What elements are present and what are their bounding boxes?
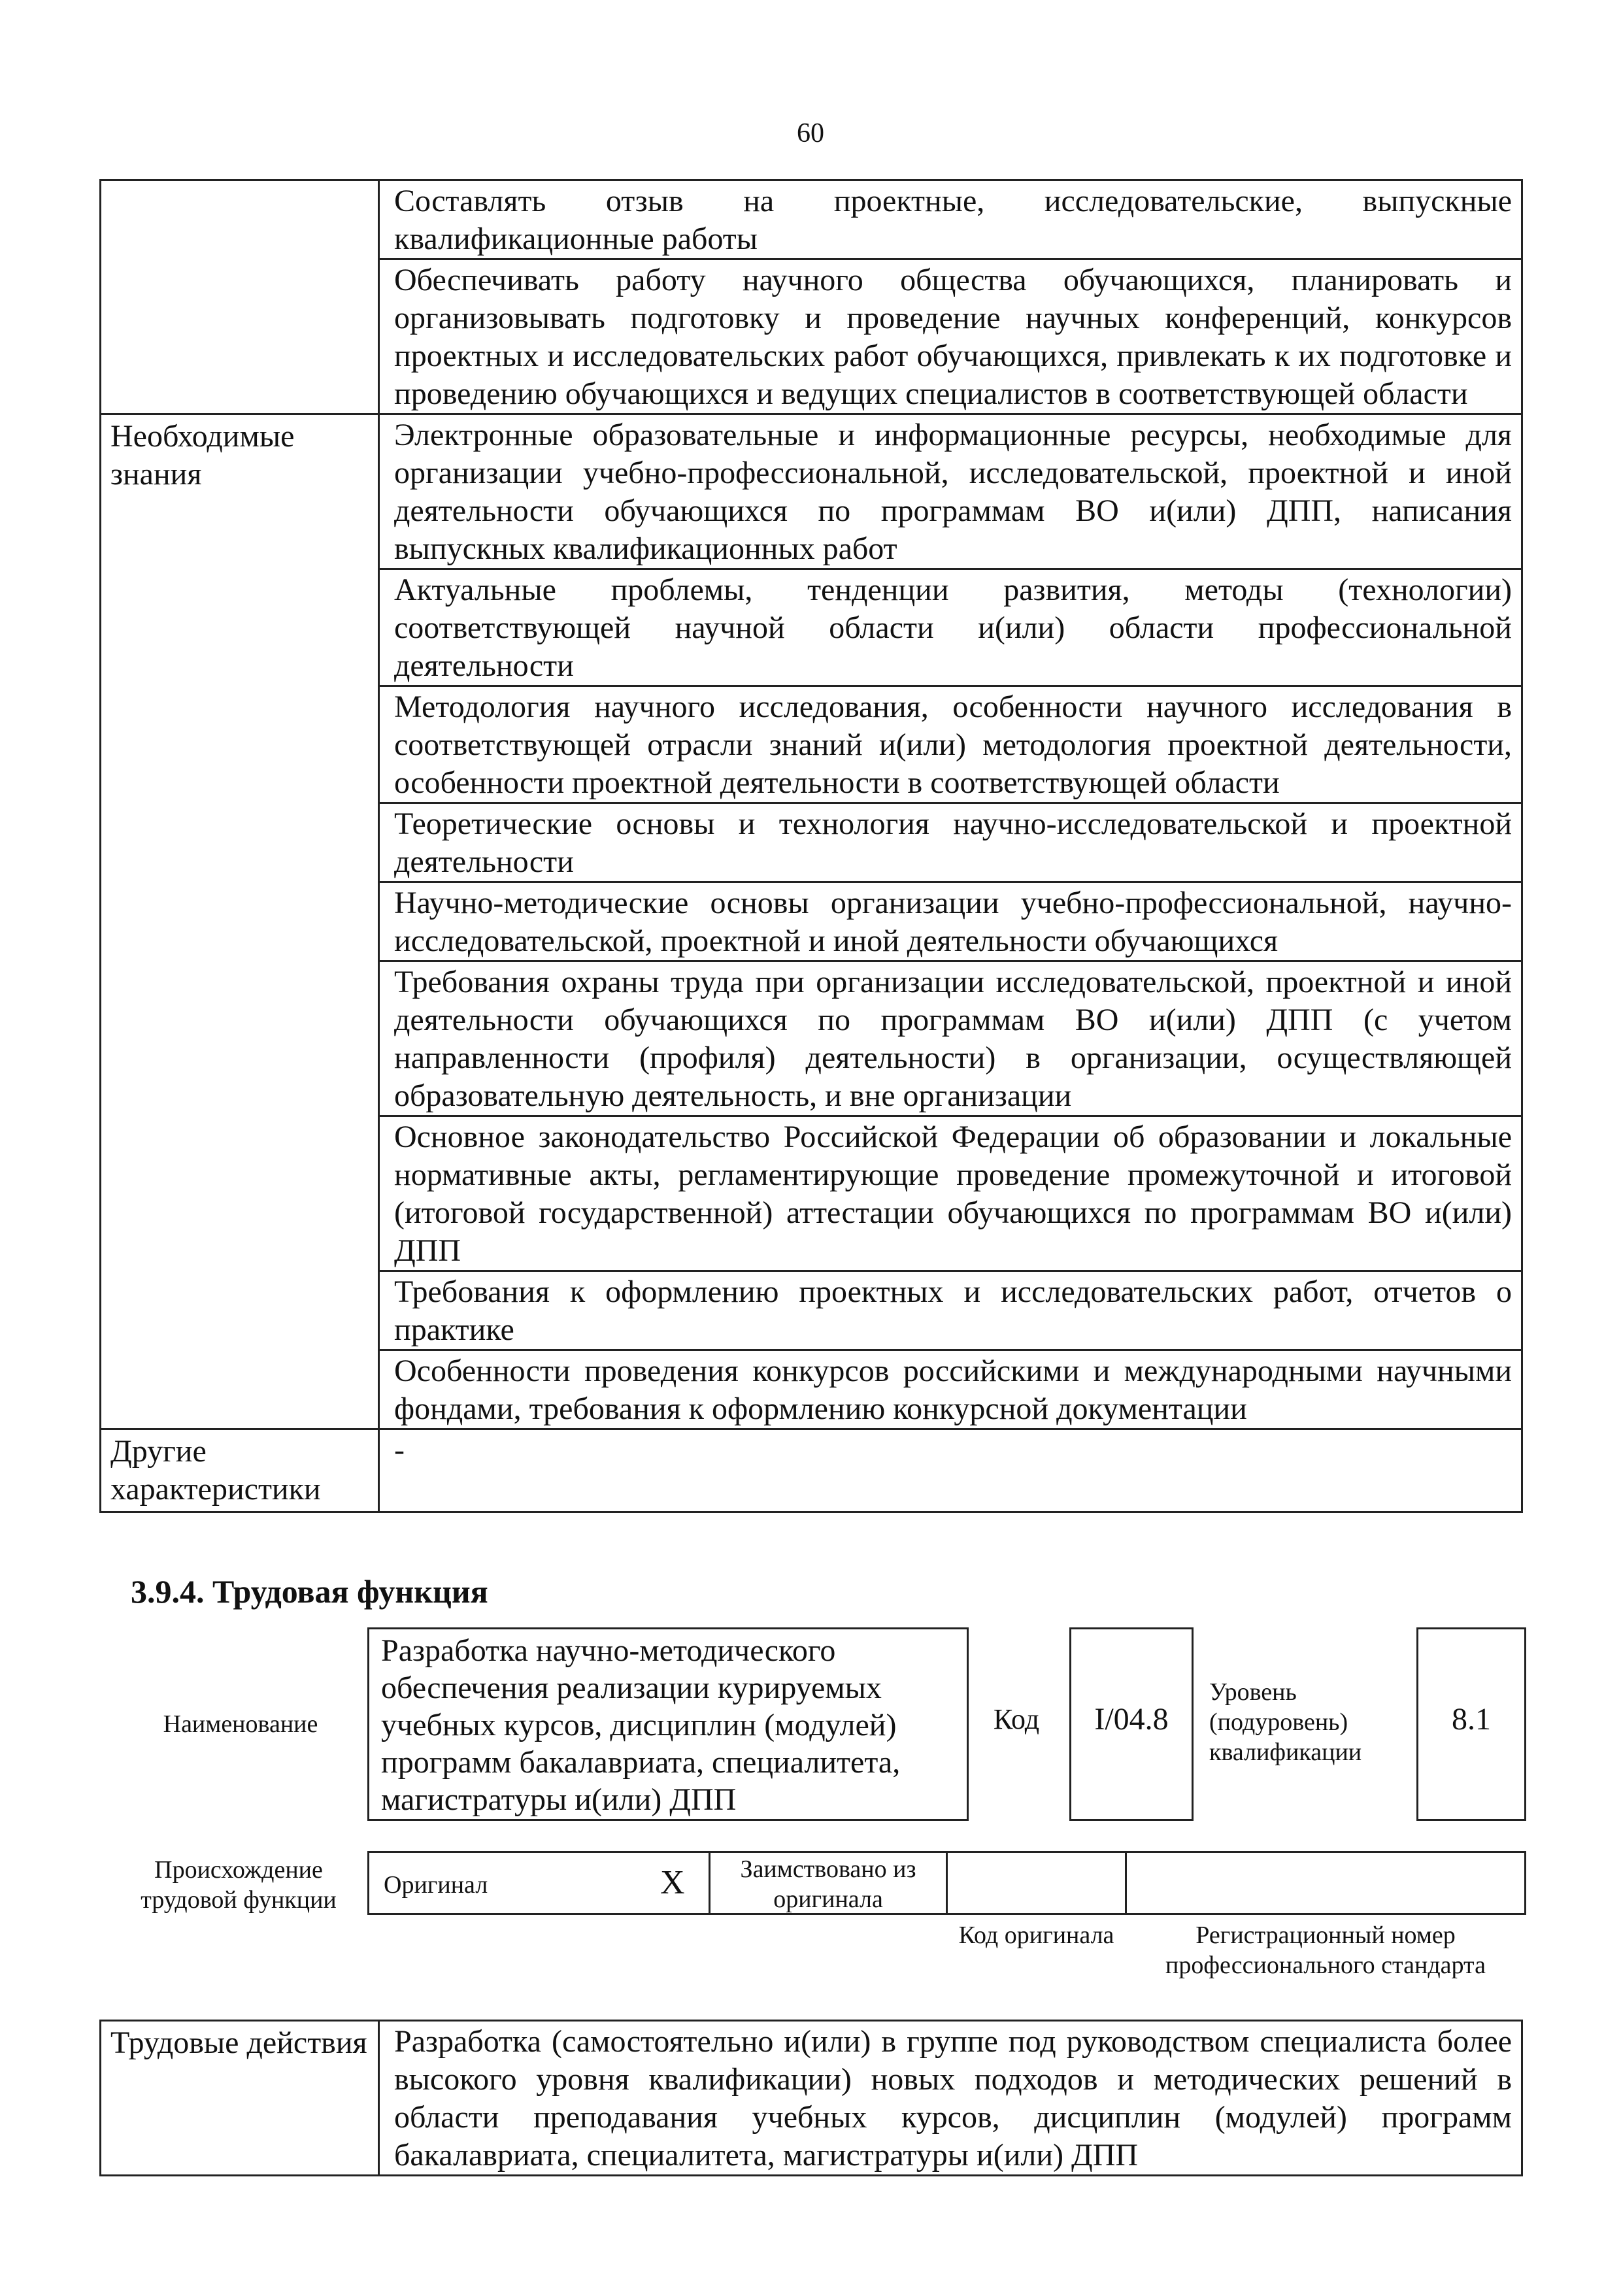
- original-box: [367, 1851, 710, 1915]
- requirements-table: [99, 179, 1523, 1513]
- original-label: Оригинал: [384, 1871, 488, 1899]
- level-value: 8.1: [1416, 1627, 1526, 1821]
- knowledge-cell: Актуальные проблемы, тенденции развития, методы (технологии) соответствующей научной области и(или) области профессиональной деятельности: [379, 569, 1522, 686]
- origin-label: Происхождение трудовой функции: [141, 1856, 337, 1914]
- knowledge-cell: Основное законодательство Российской Федерации об образовании и локальные нормативные акты, регламентирующие проведение промежуточной и итоговой (итоговой государственной) аттестации обучающихся по программам ВО и(или) ДПП: [379, 1116, 1522, 1271]
- row-label-knowledge: Необходимые знания: [101, 414, 379, 1429]
- table-row: [101, 1429, 1522, 1512]
- skill-cell: Обеспечивать работу научного общества обучающихся, планировать и организовывать подготовку и проведение научных конференций, конкурсов проектных и исследовательских работ обучающихся, привлекать к их подготовке и проведению обучающихся и ведущих специалистов в соответствующей области: [379, 259, 1522, 414]
- reg-number-label: Регистрационный номер профессионального стандарта: [1165, 1922, 1486, 1979]
- table-row: [101, 180, 1522, 259]
- row-label-other: Другие характеристики: [101, 1429, 379, 1512]
- actions-label: Трудовые действия: [101, 2021, 379, 2176]
- original-mark: X: [660, 1864, 685, 1901]
- table-row: [101, 414, 1522, 569]
- knowledge-cell: Особенности проведения конкурсов российскими и международными научными фондами, требования к оформлению конкурсной документации: [379, 1350, 1522, 1429]
- section-title: 3.9.4. Трудовая функция: [131, 1573, 488, 1610]
- knowledge-cell: Научно-методические основы организации учебно-профессиональной, научно-исследовательской, проектной и иной деятельности обучающихся: [379, 882, 1522, 961]
- origin-code-box: [946, 1851, 1127, 1915]
- skill-cell: Составлять отзыв на проектные, исследовательские, выпускные квалификационные работы: [379, 180, 1522, 259]
- actions-table: [99, 2020, 1523, 2176]
- name-label: Наименование: [163, 1710, 318, 1738]
- knowledge-cell: Требования к оформлению проектных и исследовательских работ, отчетов о практике: [379, 1271, 1522, 1350]
- origin-code-label: Код оригинала: [958, 1922, 1114, 1949]
- actions-cell: Разработка (самостоятельно и(или) в группе под руководством специалиста более высокого уровня квалификации) новых подходов и методических решений в области преподавания учебных курсов, дисциплин (модулей) программ бакалавриата, специалитета, магистратуры и(или) ДПП: [379, 2021, 1522, 2176]
- function-name: Разработка научно-методического обеспечения реализации курируемых учебных курсов, дисциплин (модулей) программ бакалавриата, специалитета, магистратуры и(или) ДПП: [367, 1627, 969, 1821]
- table-row: [101, 2021, 1522, 2176]
- code-value: I/04.8: [1069, 1627, 1194, 1821]
- row-label-skills: [101, 180, 379, 414]
- knowledge-cell: Теоретические основы и технология научно-исследовательской и проектной деятельности: [379, 803, 1522, 882]
- page-number: 60: [797, 118, 824, 148]
- knowledge-cell: Методология научного исследования, особенности научного исследования в соответствующей отрасли знаний и(или) методология проектной деятельности, особенности проектной деятельности в соответствующей области: [379, 686, 1522, 803]
- borrowed-label: Заимствовано из оригинала: [709, 1851, 948, 1915]
- reg-number-box: [1125, 1851, 1526, 1915]
- level-label: Уровень (подуровень) квалификации: [1209, 1678, 1362, 1766]
- knowledge-cell: Требования охраны труда при организации исследовательской, проектной и иной деятельности обучающихся по программам ВО и(или) ДПП (с учетом направленности (профиля) деятельности) в организации, осуществляющей образовательную деятельность, и вне организации: [379, 961, 1522, 1116]
- knowledge-cell: Электронные образовательные и информационные ресурсы, необходимые для организации учебно-профессиональной, исследовательской, проектной и иной деятельности обучающихся по программам ВО и(или) ДПП, написания выпускных квалификационных работ: [379, 414, 1522, 569]
- code-label: Код: [993, 1703, 1040, 1735]
- other-cell: -: [379, 1429, 1522, 1512]
